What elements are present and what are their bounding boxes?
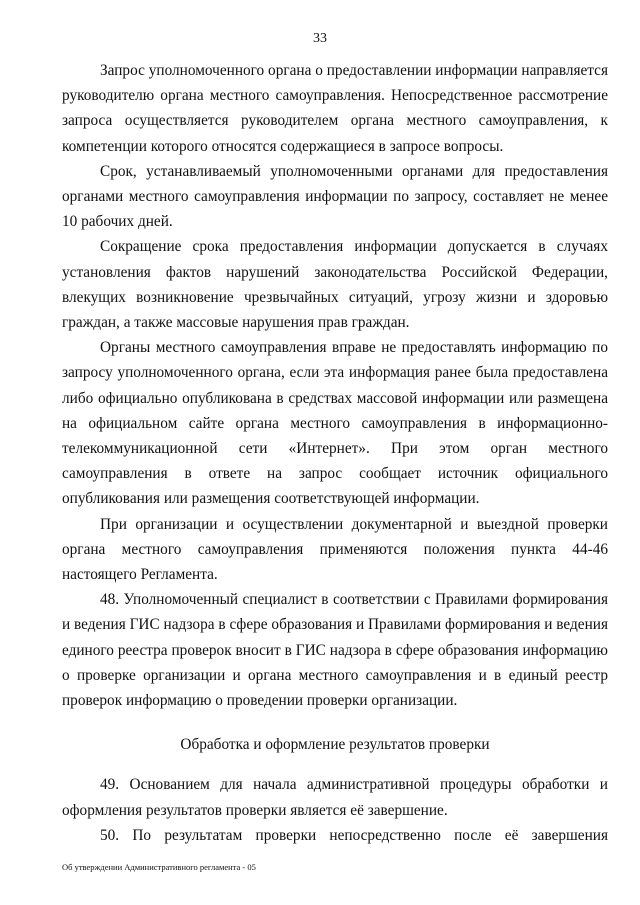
paragraph-deadline-reduction: Сокращение срока предоставления информации допускается в случаях установления фактов нарушений законодательства Российской Федерации, влекущих возникновение чрезвычайных ситуаций, угрозу жизни и здоровью граждан, а также массовые нарушения прав граждан.: [62, 238, 608, 332]
section-heading: Обработка и оформление результатов проверки: [180, 736, 490, 754]
paragraph-inspection-provisions: При организации и осуществлении документарной и выездной проверки органа местного самоуправления применяются положения пункта 44-46 настоящего Регламента.: [62, 515, 608, 584]
paragraph-item-49: 49. Основанием для начала административной процедуры обработки и оформления результатов проверки является её завершение.: [62, 776, 608, 819]
paragraph-response-deadline: Срок, устанавливаемый уполномоченными органами для предоставления органами местного самоуправления информации по запросу, составляет не менее 10 рабочих дней.: [62, 162, 608, 231]
paragraph-item-50: 50. По результатам проверки непосредственно после её завершения: [100, 826, 608, 844]
page-number: 33: [313, 31, 327, 46]
footer-document-title: Об утверждении Административного регламента - 05: [62, 862, 256, 872]
document-body: [62, 58, 608, 848]
paragraph-refusal-right: Органы местного самоуправления вправе не предоставлять информацию по запросу уполномоченного органа, если эта информация ранее была предоставлена либо официально опубликована в средствах массовой информации или размещена на официальном сайте органа местного самоуправления в информационно-телекоммуникационной сети «Интернет». При этом орган местного самоуправления в ответе на запрос сообщает источник официального опубликования или размещения соответствующей информации.: [62, 339, 608, 508]
paragraph-item-48: 48. Уполномоченный специалист в соответствии с Правилами формирования и ведения ГИС надзора в сфере образования и Правилами формирования и ведения единого реестра проверок вносит в ГИС надзора в сфере образования информацию о проверке организации и органа местного самоуправления и в единый реестр проверок информацию о проведении проверки организации.: [62, 591, 608, 710]
paragraph-request-handling: Запрос уполномоченного органа о предоставлении информации направляется руководителю органа местного самоуправления. Непосредственное рассмотрение запроса осуществляется руководителем органа местного самоуправления, к компетенции которого относятся содержащиеся в запросе вопросы.: [62, 62, 608, 155]
